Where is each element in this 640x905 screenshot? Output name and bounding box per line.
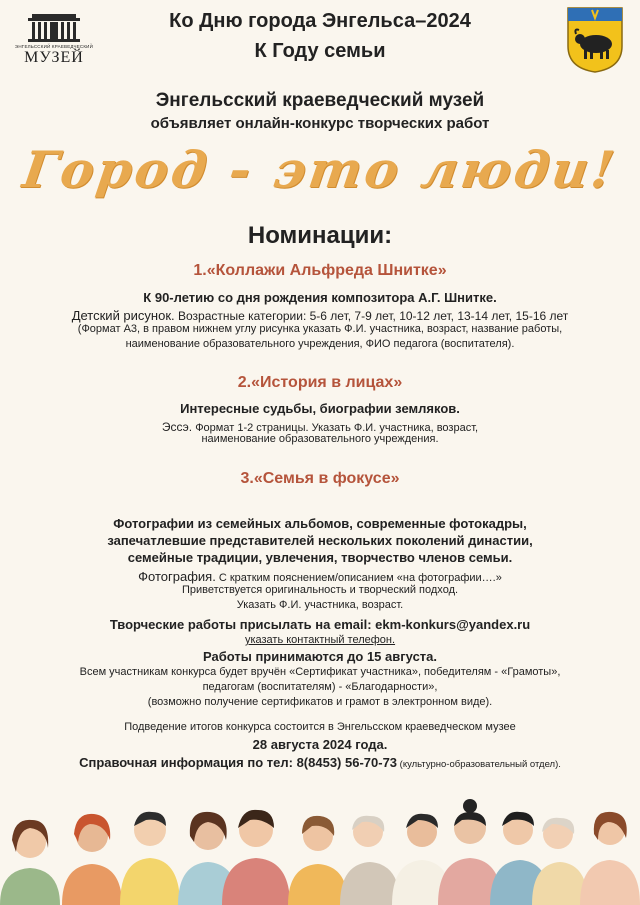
nomination-3-note-3: Указать Ф.И. участника, возраст. — [236, 599, 404, 611]
header-line-1: Ко Дню города Энгельса–2024 — [169, 10, 471, 32]
results-date: 28 августа 2024 года. — [252, 737, 388, 752]
nomination-1-subtitle: К 90-летию со дня рождения композитора А.Г. Шнитке. — [143, 290, 497, 305]
person-6 — [288, 816, 348, 905]
nomination-1-ages-text: Возрастные категории: 5-6 лет, 7-9 лет, 10-12 лет, 13-14 лет, 15-16 лет — [174, 309, 569, 323]
certificates-line-3: (возможно получение сертификатов и грамот в электронном виде). — [147, 696, 493, 708]
nomination-1-format-2: наименование образовательного учреждения, ФИО педагога (воспитателя). — [125, 338, 515, 350]
contact-label: Справочная информация по тел: 8(8453) 56-70-73 — [79, 755, 398, 770]
nomination-1-title: 1.«Коллажи Альфреда Шнитке» — [193, 262, 447, 279]
submit-deadline: Работы принимаются до 15 августа. — [202, 649, 438, 664]
person-7 — [340, 816, 400, 905]
submit-phone-note: указать контактный телефон. — [244, 634, 396, 646]
nomination-3-note-1-text: С кратким пояснением/описанием «на фотографии….» — [215, 572, 502, 584]
announcement: объявляет онлайн-конкурс творческих работ — [150, 115, 490, 132]
nomination-3-desc-2: запечатлевшие представителей нескольких поколений династии, — [107, 533, 533, 548]
logo-word: МУЗЕЙ — [24, 49, 84, 66]
nomination-2-subtitle: Интересные судьбы, биографии земляков. — [180, 401, 460, 416]
slogan: Город - это люди! — [19, 140, 621, 199]
nomination-3-kind: Фотография. — [138, 569, 216, 584]
person-2 — [62, 814, 122, 905]
person-1 — [0, 820, 60, 905]
museum-name: Энгельсский краеведческий музей — [155, 90, 485, 111]
nomination-1-kind: Детский рисунок. — [71, 308, 175, 323]
nomination-3-note-2: Приветствуется оригинальность и творческий подход. — [181, 584, 459, 596]
logo-small-text: ЭНГЕЛЬССКИЙ КРАЕВЕДЧЕСКИЙ — [14, 44, 94, 49]
nomination-2-kind: Эссэ. — [161, 420, 193, 434]
nomination-2-title: 2.«История в лицах» — [237, 374, 403, 391]
nomination-2-desc-2: наименование образовательного учреждения. — [201, 433, 439, 445]
person-12 — [580, 812, 640, 905]
results-line: Подведение итогов конкурса состоится в Энгельсском краеведческом музее — [124, 721, 516, 733]
contact-line — [0, 754, 640, 772]
header-line-2: К Году семьи — [254, 40, 386, 62]
nomination-3-desc-3: семейные традиции, увлечения, творчество членов семьи. — [127, 550, 513, 565]
nomination-3-desc-1: Фотографии из семейных альбомов, современные фотокадры, — [113, 516, 527, 531]
people-illustration — [0, 790, 640, 905]
person-11 — [532, 818, 588, 905]
nominations-heading: Номинации: — [247, 222, 393, 249]
person-5 — [222, 810, 290, 905]
submit-email[interactable]: ekm-konkurs@yandex.ru — [375, 617, 531, 632]
certificates-line-2: педагогам (воспитателям) - «Благодарности», — [202, 681, 438, 693]
submit-line — [0, 617, 640, 632]
contact-dept: (культурно-образовательный отдел). — [397, 759, 561, 770]
nomination-1-format-1: (Формат А3, в правом нижнем углу рисунка указать Ф.И. участника, возраст, название работы, — [77, 323, 563, 335]
certificates-line-1: Всем участникам конкурса будет вручён «Сертификат участника», победителям - «Грамоты», — [79, 666, 561, 678]
submit-label: Творческие работы присылать на email: — [109, 617, 376, 632]
person-3 — [120, 812, 180, 905]
nomination-3-title: 3.«Семья в фокусе» — [240, 470, 400, 487]
nomination-2-desc-1-text: Формат 1-2 страницы. Указать Ф.И. участника, возраст, — [192, 422, 479, 434]
